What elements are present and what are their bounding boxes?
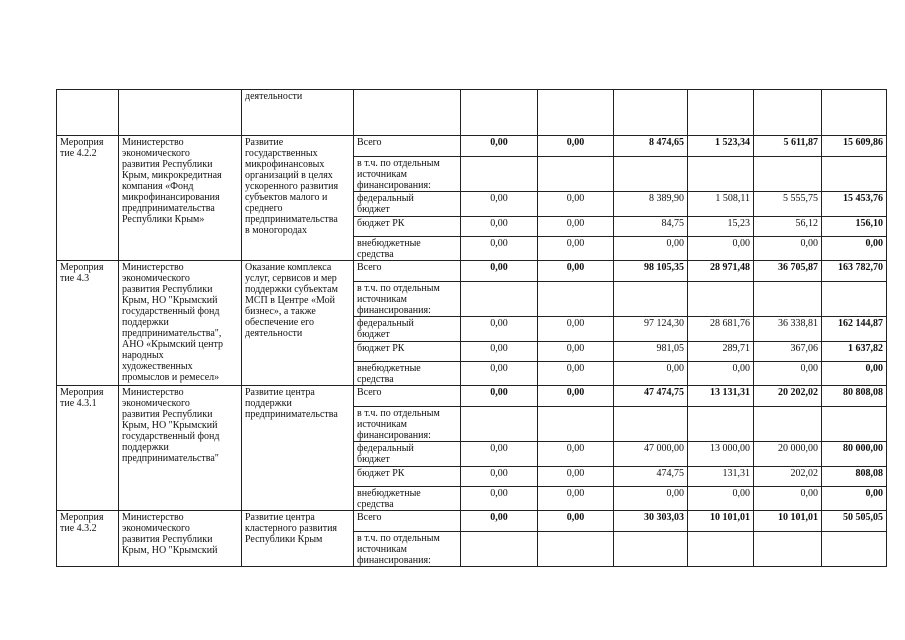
amount-cell-4 — [688, 90, 754, 136]
funding-source-cell: в т.ч. по отдельным источникам финансирования: — [354, 407, 461, 442]
amount-cell-3: 84,75 — [614, 217, 688, 237]
table-row — [57, 90, 887, 136]
amount-cell-1: 0,00 — [461, 386, 538, 407]
amount-cell-3: 0,00 — [614, 237, 688, 261]
amount-cell-3: 8 389,90 — [614, 192, 688, 217]
activity-description-cell: Развитие центра кластерного развития Республики Крым — [242, 511, 354, 567]
activity-description-cell: Развитие центра поддержки предпринимательства — [242, 386, 354, 511]
activity-id-cell: Мероприя тие 4.2.2 — [57, 136, 119, 261]
amount-cell-2: 0,00 — [538, 342, 614, 362]
executor-cell — [119, 90, 242, 136]
amount-cell-6: 163 782,70 — [822, 261, 887, 282]
amount-cell-1 — [461, 407, 538, 442]
amount-cell-6: 0,00 — [822, 362, 887, 386]
amount-cell-4: 0,00 — [688, 362, 754, 386]
amount-cell-2: 0,00 — [538, 487, 614, 511]
funding-source-cell: в т.ч. по отдельным источникам финансирования: — [354, 532, 461, 567]
amount-cell-4: 1 523,34 — [688, 136, 754, 157]
amount-cell-5 — [754, 407, 822, 442]
amount-cell-4 — [688, 407, 754, 442]
table-row — [57, 386, 887, 407]
funding-source-cell: федеральный бюджет — [354, 442, 461, 467]
amount-cell-5: 10 101,01 — [754, 511, 822, 532]
amount-cell-5: 5 611,87 — [754, 136, 822, 157]
amount-cell-3 — [614, 157, 688, 192]
amount-cell-5: 20 000,00 — [754, 442, 822, 467]
activity-id-cell: Мероприя тие 4.3.1 — [57, 386, 119, 511]
funding-source-cell: в т.ч. по отдельным источникам финансирования: — [354, 157, 461, 192]
amount-cell-2: 0,00 — [538, 136, 614, 157]
amount-cell-6 — [822, 90, 887, 136]
amount-cell-5 — [754, 532, 822, 567]
activity-description-cell: Оказание комплекса услуг, сервисов и мер поддержки субъектам МСП в Центре «Мой бизнес», а также обеспечение его деятельности — [242, 261, 354, 386]
amount-cell-6: 80 808,08 — [822, 386, 887, 407]
amount-cell-1: 0,00 — [461, 442, 538, 467]
amount-cell-5: 20 202,02 — [754, 386, 822, 407]
amount-cell-5 — [754, 90, 822, 136]
funding-source-cell: федеральный бюджет — [354, 317, 461, 342]
activity-description-cell: деятельности — [242, 90, 354, 136]
amount-cell-3: 981,05 — [614, 342, 688, 362]
amount-cell-4: 13 131,31 — [688, 386, 754, 407]
funding-source-cell: в т.ч. по отдельным источникам финансирования: — [354, 282, 461, 317]
amount-cell-2: 0,00 — [538, 386, 614, 407]
amount-cell-4: 289,71 — [688, 342, 754, 362]
amount-cell-4 — [688, 282, 754, 317]
executor-cell: Министерство экономического развития Республики Крым, микрокредитная компания «Фонд микрофинансирования предпринимательства Республики Крым» — [119, 136, 242, 261]
funding-source-cell: бюджет РК — [354, 217, 461, 237]
amount-cell-1: 0,00 — [461, 362, 538, 386]
amount-cell-6: 162 144,87 — [822, 317, 887, 342]
amount-cell-4: 0,00 — [688, 487, 754, 511]
table-row — [57, 136, 887, 157]
amount-cell-2 — [538, 282, 614, 317]
funding-source-cell: Всего — [354, 511, 461, 532]
amount-cell-5: 56,12 — [754, 217, 822, 237]
amount-cell-5: 5 555,75 — [754, 192, 822, 217]
amount-cell-3: 8 474,65 — [614, 136, 688, 157]
amount-cell-4: 15,23 — [688, 217, 754, 237]
amount-cell-6: 0,00 — [822, 487, 887, 511]
amount-cell-1: 0,00 — [461, 261, 538, 282]
amount-cell-6: 15 609,86 — [822, 136, 887, 157]
amount-cell-4: 0,00 — [688, 237, 754, 261]
amount-cell-6 — [822, 407, 887, 442]
amount-cell-6: 15 453,76 — [822, 192, 887, 217]
amount-cell-4: 131,31 — [688, 467, 754, 487]
amount-cell-2: 0,00 — [538, 442, 614, 467]
amount-cell-1: 0,00 — [461, 487, 538, 511]
amount-cell-4: 28 971,48 — [688, 261, 754, 282]
amount-cell-4 — [688, 157, 754, 192]
executor-cell: Министерство экономического развития Республики Крым, НО "Крымский государственный фонд поддержки предпринимательства" — [119, 386, 242, 511]
amount-cell-1: 0,00 — [461, 217, 538, 237]
amount-cell-2 — [538, 90, 614, 136]
funding-source-cell: внебюджетные средства — [354, 362, 461, 386]
amount-cell-2 — [538, 157, 614, 192]
amount-cell-3 — [614, 90, 688, 136]
amount-cell-5: 0,00 — [754, 487, 822, 511]
funding-source-cell: бюджет РК — [354, 467, 461, 487]
activity-id-cell: Мероприя тие 4.3 — [57, 261, 119, 386]
amount-cell-2 — [538, 532, 614, 567]
funding-source-cell: Всего — [354, 261, 461, 282]
amount-cell-6: 808,08 — [822, 467, 887, 487]
amount-cell-2: 0,00 — [538, 467, 614, 487]
amount-cell-1: 0,00 — [461, 467, 538, 487]
amount-cell-4: 10 101,01 — [688, 511, 754, 532]
amount-cell-5 — [754, 157, 822, 192]
amount-cell-1: 0,00 — [461, 237, 538, 261]
amount-cell-6: 50 505,05 — [822, 511, 887, 532]
amount-cell-6 — [822, 282, 887, 317]
activity-id-cell: Мероприя тие 4.3.2 — [57, 511, 119, 567]
amount-cell-2: 0,00 — [538, 362, 614, 386]
amount-cell-5: 36 338,81 — [754, 317, 822, 342]
amount-cell-5: 36 705,87 — [754, 261, 822, 282]
amount-cell-6 — [822, 157, 887, 192]
amount-cell-6: 80 000,00 — [822, 442, 887, 467]
amount-cell-3: 0,00 — [614, 362, 688, 386]
amount-cell-3: 47 474,75 — [614, 386, 688, 407]
budget-table — [56, 89, 887, 567]
amount-cell-5: 202,02 — [754, 467, 822, 487]
executor-cell: Министерство экономического развития Республики Крым, НО "Крымский государственный фонд поддержки предпринимательства", АНО «Крымский центр народных художественных промыслов и ремесел» — [119, 261, 242, 386]
amount-cell-2: 0,00 — [538, 261, 614, 282]
amount-cell-5: 0,00 — [754, 237, 822, 261]
amount-cell-1: 0,00 — [461, 192, 538, 217]
amount-cell-1 — [461, 532, 538, 567]
amount-cell-1: 0,00 — [461, 511, 538, 532]
executor-cell: Министерство экономического развития Республики Крым, НО "Крымский — [119, 511, 242, 567]
amount-cell-1: 0,00 — [461, 317, 538, 342]
amount-cell-2: 0,00 — [538, 217, 614, 237]
amount-cell-1: 0,00 — [461, 136, 538, 157]
amount-cell-3: 98 105,35 — [614, 261, 688, 282]
funding-source-cell: федеральный бюджет — [354, 192, 461, 217]
amount-cell-1 — [461, 282, 538, 317]
amount-cell-2: 0,00 — [538, 192, 614, 217]
amount-cell-2 — [538, 407, 614, 442]
amount-cell-6: 156,10 — [822, 217, 887, 237]
amount-cell-3: 47 000,00 — [614, 442, 688, 467]
amount-cell-4: 13 000,00 — [688, 442, 754, 467]
amount-cell-6: 0,00 — [822, 237, 887, 261]
amount-cell-3 — [614, 407, 688, 442]
table-row — [57, 261, 887, 282]
funding-source-cell: Всего — [354, 136, 461, 157]
activity-description-cell: Развитие государственных микрофинансовых организаций в целях ускоренного развития субъектов малого и среднего предпринимательства в моногородах — [242, 136, 354, 261]
table-body — [57, 90, 887, 567]
amount-cell-3 — [614, 532, 688, 567]
funding-source-cell — [354, 90, 461, 136]
funding-source-cell: внебюджетные средства — [354, 487, 461, 511]
funding-source-cell: внебюджетные средства — [354, 237, 461, 261]
amount-cell-5: 367,06 — [754, 342, 822, 362]
amount-cell-3 — [614, 282, 688, 317]
amount-cell-4 — [688, 532, 754, 567]
amount-cell-4: 1 508,11 — [688, 192, 754, 217]
amount-cell-3: 474,75 — [614, 467, 688, 487]
table-row — [57, 511, 887, 532]
amount-cell-2: 0,00 — [538, 237, 614, 261]
amount-cell-5: 0,00 — [754, 362, 822, 386]
amount-cell-5 — [754, 282, 822, 317]
activity-id-cell — [57, 90, 119, 136]
amount-cell-2: 0,00 — [538, 511, 614, 532]
amount-cell-4: 28 681,76 — [688, 317, 754, 342]
amount-cell-6: 1 637,82 — [822, 342, 887, 362]
amount-cell-3: 0,00 — [614, 487, 688, 511]
amount-cell-3: 97 124,30 — [614, 317, 688, 342]
amount-cell-1: 0,00 — [461, 342, 538, 362]
amount-cell-1 — [461, 157, 538, 192]
amount-cell-6 — [822, 532, 887, 567]
funding-source-cell: Всего — [354, 386, 461, 407]
amount-cell-1 — [461, 90, 538, 136]
amount-cell-2: 0,00 — [538, 317, 614, 342]
funding-source-cell: бюджет РК — [354, 342, 461, 362]
amount-cell-3: 30 303,03 — [614, 511, 688, 532]
